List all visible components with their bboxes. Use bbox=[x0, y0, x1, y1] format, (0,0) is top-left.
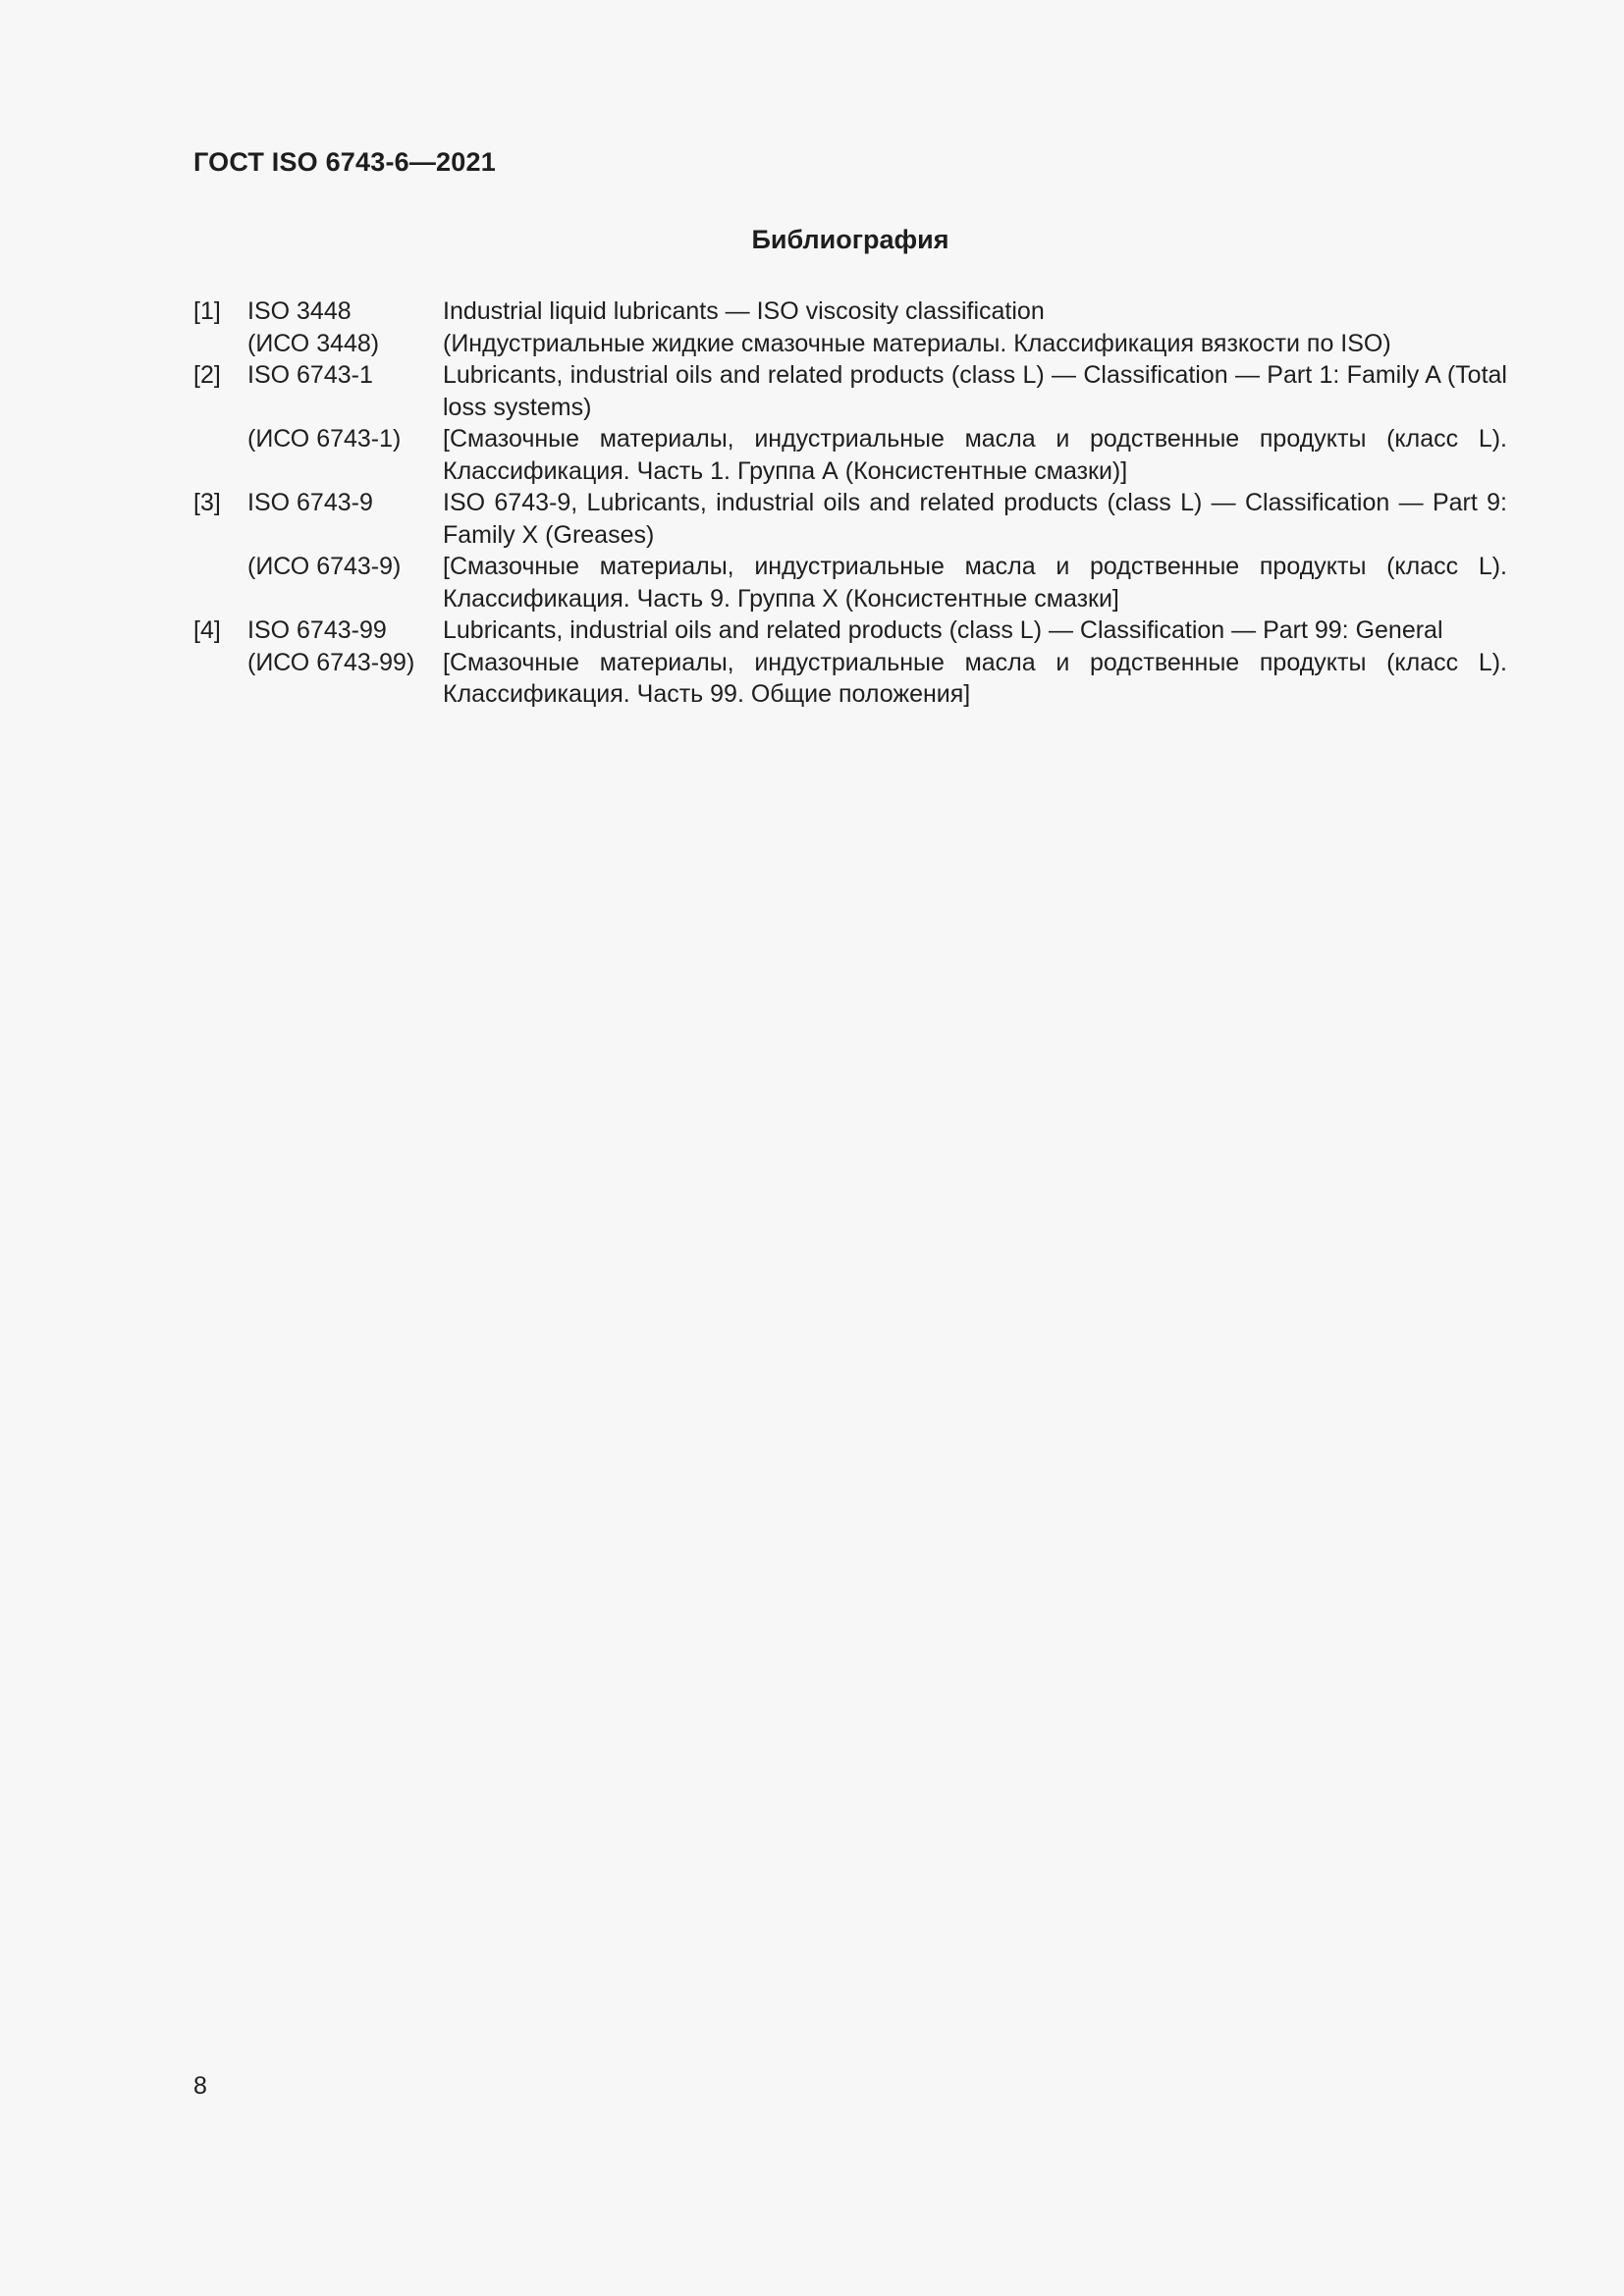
bibliography-entry-2-ru bbox=[193, 423, 1507, 487]
bibliography-entry-1-ru bbox=[193, 328, 1507, 360]
bibliography-entry-3 bbox=[193, 487, 1507, 551]
entry-title: Lubricants, industrial oils and related products (class L) — Classification — Part 1: Family A (Total loss systems) bbox=[443, 361, 1507, 421]
entry-code-ru: (ИСО 6743-1) bbox=[247, 425, 402, 453]
page-number: 8 bbox=[193, 2072, 207, 2100]
bibliography-title: Библиография bbox=[751, 225, 949, 254]
entry-code: ISO 6743-9 bbox=[247, 489, 373, 516]
entry-title: Industrial liquid lubricants — ISO viscosity classification bbox=[443, 297, 1045, 325]
entry-title-ru: [Смазочные материалы, индустриальные масла и родственные продукты (класс L). Классификация. Часть 1. Группа А (Консистентные смазки)] bbox=[443, 425, 1507, 485]
entry-number: [1] bbox=[193, 297, 221, 325]
entry-title-ru: (Индустриальные жидкие смазочные материалы. Классификация вязкости по ISO) bbox=[443, 329, 1391, 357]
document-standard-header: ГОСТ ISO 6743-6—2021 bbox=[193, 147, 496, 177]
entry-title-ru: [Смазочные материалы, индустриальные масла и родственные продукты (класс L). Классификация. Часть 99. Общие положения] bbox=[443, 648, 1507, 708]
entry-code-ru: (ИСО 6743-9) bbox=[247, 553, 402, 580]
entry-code: ISO 3448 bbox=[247, 297, 352, 325]
entry-code: ISO 6743-1 bbox=[247, 361, 373, 389]
entry-number: [3] bbox=[193, 489, 221, 516]
bibliography-entry-3-ru bbox=[193, 551, 1507, 614]
bibliography-list bbox=[193, 295, 1507, 711]
entry-title: ISO 6743-9, Lubricants, industrial oils and related products (class L) — Classification — Part 9: Family X (Greases) bbox=[443, 489, 1507, 549]
entry-code-ru: (ИСО 6743-99) bbox=[247, 648, 415, 676]
bibliography-entry-1 bbox=[193, 295, 1507, 328]
bibliography-entry-4-ru bbox=[193, 647, 1507, 711]
entry-code-ru: (ИСО 3448) bbox=[247, 329, 380, 357]
entry-title-ru: [Смазочные материалы, индустриальные масла и родственные продукты (класс L). Классификация. Часть 9. Группа X (Консистентные смазки] bbox=[443, 553, 1507, 613]
entry-code: ISO 6743-99 bbox=[247, 616, 387, 644]
entry-number: [2] bbox=[193, 361, 221, 389]
bibliography-entry-4 bbox=[193, 614, 1507, 647]
entry-title: Lubricants, industrial oils and related products (class L) — Classification — Part 99: General bbox=[443, 616, 1443, 644]
bibliography-entry-2 bbox=[193, 359, 1507, 423]
entry-number: [4] bbox=[193, 616, 221, 644]
